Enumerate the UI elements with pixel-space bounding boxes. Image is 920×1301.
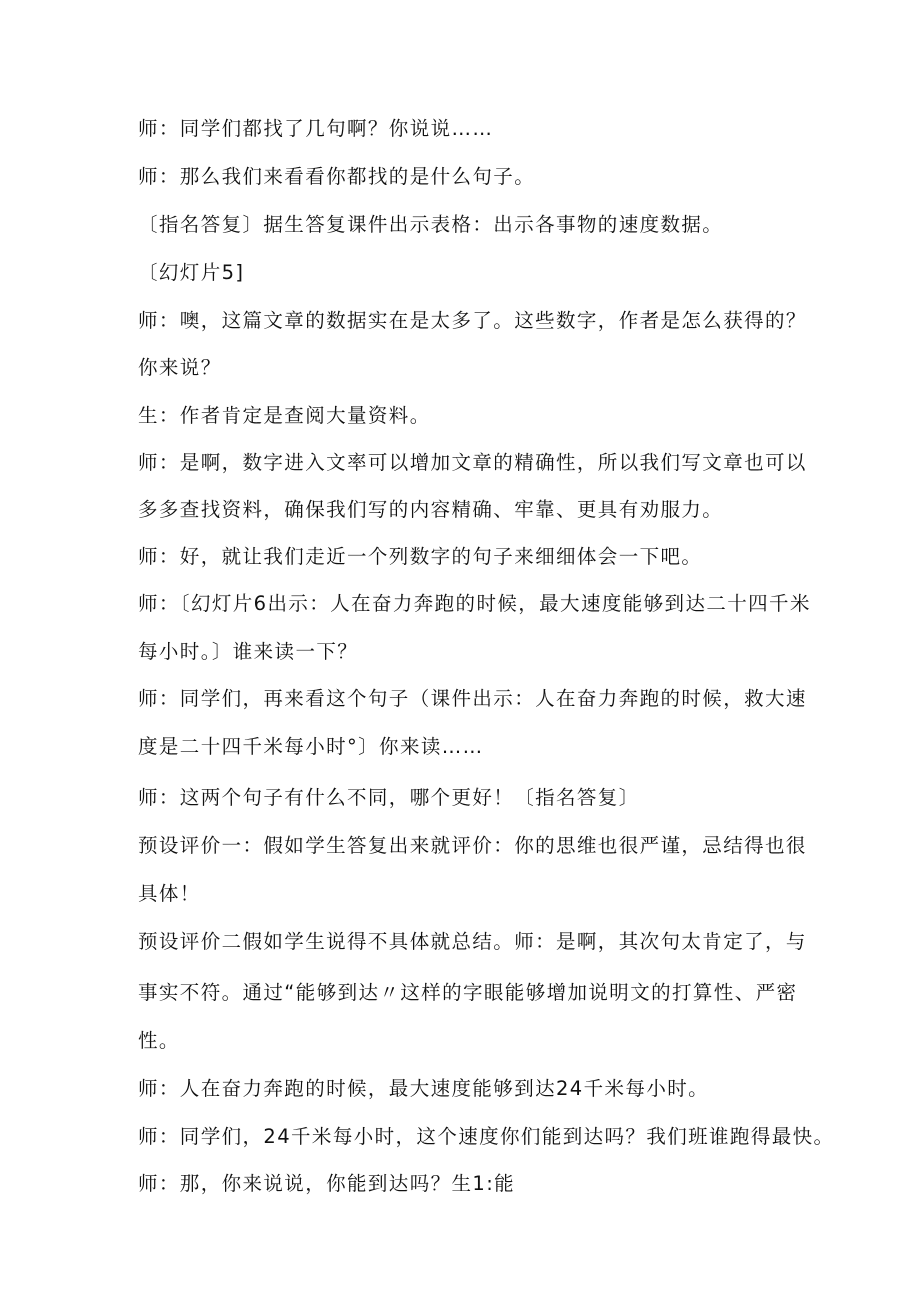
text-line: 师：〔幻灯片6出示：人在奋力奔跑的时候，最大速度能够到达二十四千米 [138,592,811,615]
text-line: 〔幻灯片5] [138,261,245,284]
text-line: 师：噢，这篇文章的数据实在是太多了。这些数字，作者是怎么获得的？ [138,309,807,332]
text-line: 师：同学们都找了几句啊？你说说…… [138,117,494,140]
text-line: 多多查找资料，确保我们写的内容精确、牢靠、更具有劝服力。 [138,498,724,521]
text-line: 师：是啊，数字进入文率可以增加文章的精确性，所以我们写文章也可以 [138,451,807,474]
text-line: 生：作者肯定是查阅大量资料。 [138,404,431,427]
text-line: 师：那么我们来看看你都找的是什么句子。 [138,165,536,188]
text-line: 具体！ [138,882,201,905]
text-line: 师：这两个句子有什么不同，哪个更好！〔指名答复〕 [138,786,640,809]
text-line: 事实不符。通过“能够到达〃这样的字眼能够增加说明文的打算性、严密 [138,981,798,1004]
text-line: 度是二十四千米每小时°〕你来读…… [138,735,484,758]
text-line: 每小时。〕谁来读一下？ [138,640,359,663]
text-line: 师：好，就让我们走近一个列数字的句子来细细体会一下吧。 [138,545,703,568]
text-line: 师：同学们，再来看这个句子（课件出示：人在奋力奔跑的时候，救大速 [138,687,807,710]
text-line: 〔指名答复〕据生答复课件出示表格：出示各事物的速度数据。 [138,213,724,236]
text-line: 你来说？ [138,356,222,379]
text-line: 师：那，你来说说，你能到达吗？生1:能 [138,1172,516,1195]
text-line: 性。 [138,1029,180,1052]
text-line: 师：同学们，24千米每小时，这个速度你们能到达吗？我们班谁跑得最快。 [138,1125,835,1148]
text-line: 预设评价二假如学生说得不具体就总结。师：是啊，其次句太肯定了，与 [138,930,807,953]
text-line: 预设评价一：假如学生答复出来就评价：你的思维也很严谨，忌结得也很 [138,834,807,857]
text-line: 师：人在奋力奔跑的时候，最大速度能够到达24千米每小时。 [138,1077,710,1100]
